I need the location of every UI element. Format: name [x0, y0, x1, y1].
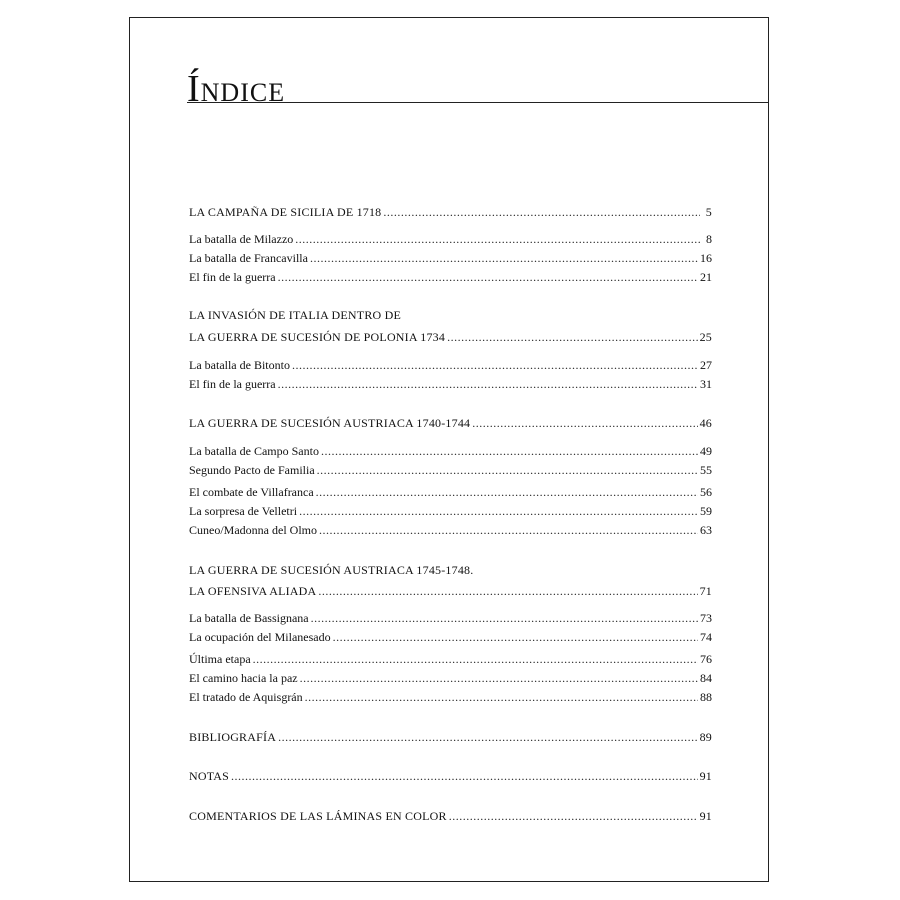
dot-leader [317, 462, 698, 478]
dot-leader [305, 689, 698, 705]
toc-entry-label: El camino hacia la paz [189, 671, 298, 685]
toc-page-number: 84 [700, 671, 712, 685]
toc-page-number: 91 [699, 769, 712, 783]
toc-entry-label: COMENTARIOS DE LAS LÁMINAS EN COLOR [189, 809, 447, 823]
toc-entry[interactable] [189, 522, 712, 538]
toc-entry-label: El combate de Villafranca [189, 485, 314, 499]
dot-leader [278, 376, 698, 392]
toc-section-heading[interactable] [189, 204, 712, 220]
toc-section-heading[interactable] [189, 729, 712, 745]
toc-page-number: 56 [700, 485, 712, 499]
toc-page-number: 16 [700, 251, 712, 265]
toc-entry-label: La batalla de Milazzo [189, 232, 294, 246]
dot-leader [449, 808, 698, 824]
toc-page-number: 73 [700, 611, 712, 625]
toc-page-number: 46 [699, 416, 712, 430]
title-rest: NDICE [200, 78, 286, 107]
dot-leader [292, 357, 698, 373]
toc-page-number: 49 [700, 444, 712, 458]
toc-entry[interactable] [189, 651, 712, 667]
dot-leader [447, 329, 698, 345]
title-initial: Í [187, 68, 201, 110]
toc-entry-label: El fin de la guerra [189, 377, 276, 391]
toc-entry-label: La batalla de Campo Santo [189, 444, 319, 458]
dot-leader [311, 610, 698, 626]
toc-entry[interactable] [189, 269, 712, 285]
toc-entry-label: Segundo Pacto de Familia [189, 463, 315, 477]
toc-entry-label: LA CAMPAÑA DE SICILIA DE 1718 [189, 205, 382, 219]
toc-page-number: 88 [700, 690, 712, 704]
toc-section-heading[interactable] [189, 583, 712, 599]
toc-entry[interactable] [189, 357, 712, 373]
dot-leader [278, 729, 698, 745]
toc-entry-label: BIBLIOGRAFÍA [189, 730, 277, 744]
dot-leader [295, 231, 700, 247]
toc-entry-label: La batalla de Bassignana [189, 611, 309, 625]
toc-entry-label: El fin de la guerra [189, 270, 276, 284]
toc-page-number: 27 [700, 358, 712, 372]
toc-entry-label: La sorpresa de Velletri [189, 504, 298, 518]
toc-entry-label: Cuneo/Madonna del Olmo [189, 523, 317, 537]
toc-entry[interactable] [189, 250, 712, 266]
title-rule [187, 102, 768, 103]
dot-leader [472, 415, 697, 431]
dot-leader [321, 443, 698, 459]
toc-page-number: 76 [700, 652, 712, 666]
toc-section-heading[interactable] [189, 808, 712, 824]
toc-page-number: 89 [699, 730, 712, 744]
dot-leader [253, 651, 698, 667]
toc-entry[interactable] [189, 670, 712, 686]
toc-entry[interactable] [189, 376, 712, 392]
toc-section-heading[interactable] [189, 415, 712, 431]
toc-entry-label: La batalla de Bitonto [189, 358, 290, 372]
toc-entry[interactable] [189, 443, 712, 459]
toc-page-number: 63 [700, 523, 712, 537]
toc-page-number: 25 [699, 330, 712, 344]
toc-page-number: 74 [700, 630, 712, 644]
toc-entry[interactable] [189, 610, 712, 626]
toc-section-heading[interactable] [189, 329, 712, 345]
toc-entry[interactable] [189, 462, 712, 478]
dot-leader [319, 522, 698, 538]
toc-entry[interactable] [189, 689, 712, 705]
toc-page-number: 71 [699, 584, 712, 598]
dot-leader [299, 503, 698, 519]
toc-page-number: 91 [699, 809, 712, 823]
toc-entry[interactable] [189, 484, 712, 500]
toc-entry-label: El tratado de Aquisgrán [189, 690, 303, 704]
dot-leader [383, 204, 700, 220]
toc-page-number: 59 [700, 504, 712, 518]
dot-leader [231, 768, 698, 784]
toc-section-heading[interactable] [189, 768, 712, 784]
dot-leader [333, 629, 698, 645]
toc-page-number: 8 [706, 232, 712, 246]
dot-leader [278, 269, 698, 285]
dot-leader [310, 250, 698, 266]
toc-entry-label: LA GUERRA DE SUCESIÓN AUSTRIACA 1740-1744 [189, 416, 471, 430]
toc-entry[interactable] [189, 503, 712, 519]
toc-entry-label: La ocupación del Milanesado [189, 630, 331, 644]
toc-page-number: 55 [700, 463, 712, 477]
toc-entry-label: La batalla de Francavilla [189, 251, 308, 265]
dot-leader [300, 670, 698, 686]
toc-entry[interactable] [189, 629, 712, 645]
toc-entry-label: LA OFENSIVA ALIADA [189, 584, 317, 598]
toc-entry[interactable] [189, 231, 712, 247]
toc-section-heading-line: LA INVASIÓN DE ITALIA DENTRO DE [189, 308, 401, 322]
toc-entry-label: LA GUERRA DE SUCESIÓN DE POLONIA 1734 [189, 330, 446, 344]
toc-entry-label: NOTAS [189, 769, 230, 783]
toc-page-number: 31 [700, 377, 712, 391]
toc-page-number: 21 [700, 270, 712, 284]
toc-entry-label: Última etapa [189, 652, 251, 666]
dot-leader [318, 583, 697, 599]
toc-page-number: 5 [705, 205, 712, 219]
dot-leader [316, 484, 698, 500]
toc-section-heading-line: LA GUERRA DE SUCESIÓN AUSTRIACA 1745-1748. [189, 563, 474, 577]
